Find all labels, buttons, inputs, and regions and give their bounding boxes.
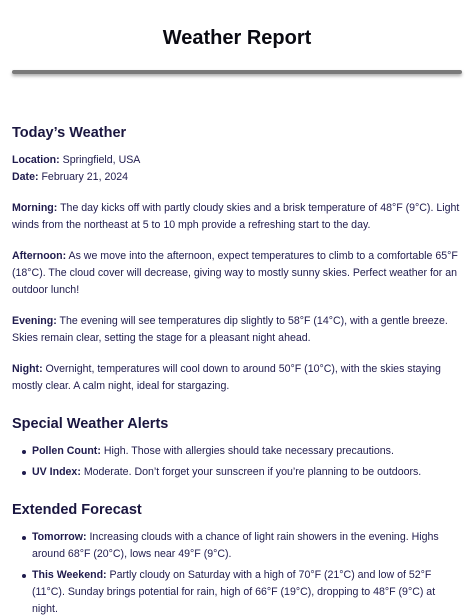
extended-forecast-section (12, 501, 462, 615)
tomorrow-label: Tomorrow: (32, 531, 87, 543)
special-alerts-heading: Special Weather Alerts (12, 416, 169, 432)
afternoon-paragraph (12, 248, 462, 299)
todays-weather-section (12, 124, 462, 395)
special-alerts-section (12, 415, 462, 481)
night-paragraph (12, 361, 462, 395)
location-value: Springfield, USA (62, 154, 141, 166)
forecast-list (12, 529, 462, 615)
weekend-label: This Weekend: (32, 569, 107, 581)
uv-index-text: Moderate. Don’t forget your sunscreen if you’re planning to be outdoors. (83, 466, 422, 478)
morning-text: The day kicks off with partly cloudy skies and a brisk temperature of 48°F (9°C). Light winds from the northeast at 5 to 10 mph provide a refreshing start to the day. (12, 202, 460, 231)
bullet-icon (22, 536, 26, 540)
todays-weather-heading: Today’s Weather (12, 125, 127, 141)
location-line (12, 152, 462, 169)
page-title: Weather Report (162, 27, 312, 49)
weekend-text: Partly cloudy on Saturday with a high of 70°F (21°C) and low of 52°F (11°C). Sunday brings potential for rain, high of 66°F (19°C), dropping to 48°F (9°C) at night. (32, 569, 436, 615)
afternoon-label: Afternoon: (12, 250, 67, 262)
afternoon-text: As we move into the afternoon, expect temperatures to climb to a comfortable 65°F (18°C). The cloud cover will decrease, giving way to mostly sunny skies. Perfect weather for an outdoor lunch! (12, 250, 458, 296)
report-content (12, 124, 462, 615)
bullet-icon (22, 574, 26, 578)
pollen-count-text: High. Those with allergies should take necessary precautions. (103, 445, 394, 457)
date-line (12, 169, 462, 186)
night-text: Overnight, temperatures will cool down to around 50°F (10°C), with the skies staying mostly clear. A calm night, ideal for stargazing. (12, 363, 441, 392)
evening-paragraph (12, 313, 462, 347)
list-item (22, 567, 462, 615)
night-label: Night: (12, 363, 43, 375)
morning-label: Morning: (12, 202, 58, 214)
list-item (22, 529, 462, 563)
title-divider (12, 70, 462, 74)
location-label: Location: (12, 154, 60, 166)
evening-label: Evening: (12, 315, 57, 327)
extended-forecast-heading: Extended Forecast (12, 502, 142, 518)
morning-paragraph (12, 200, 462, 234)
uv-index-label: UV Index: (32, 466, 81, 478)
pollen-count-label: Pollen Count: (32, 445, 101, 457)
date-value: February 21, 2024 (41, 171, 129, 183)
alerts-list (12, 443, 462, 481)
bullet-icon (22, 471, 26, 475)
list-item (22, 443, 462, 460)
date-label: Date: (12, 171, 39, 183)
list-item (22, 464, 462, 481)
tomorrow-text: Increasing clouds with a chance of light rain showers in the evening. Highs around 68°F (20°C), lows near 49°F (9°C). (32, 531, 439, 560)
evening-text: The evening will see temperatures dip slightly to 58°F (14°C), with a gentle breeze. Skies remain clear, setting the stage for a pleasant night ahead. (12, 315, 448, 344)
bullet-icon (22, 450, 26, 454)
